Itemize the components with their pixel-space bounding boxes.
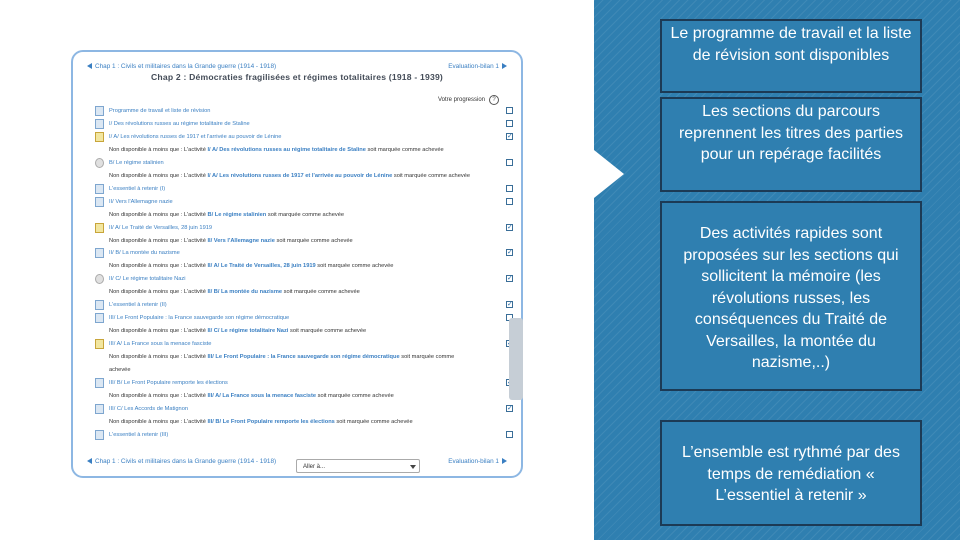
activity-item[interactable] [95,222,505,234]
completion-checkbox[interactable] [506,120,513,127]
page-icon [95,313,104,323]
condition-suffix: soit marquée comme achevée [274,237,353,244]
completion-checkbox[interactable] [506,301,513,308]
activity-link[interactable]: I/ Des révolutions russes au régime totalitaire de Staline [109,120,250,127]
side-decoration [509,318,523,400]
note-box-1: Le programme de travail et la liste de révision sont disponibles [660,19,922,93]
condition-suffix: soit marquée comme achevée [282,289,360,296]
quiz-icon [95,339,104,349]
arrow-left-icon [87,458,92,464]
condition-prefix: Non disponible à moins que : L'activité [109,237,208,244]
condition-suffix: soit marquée comme achevée [315,263,394,270]
page-icon [95,378,104,388]
help-icon[interactable]: ? [489,95,499,105]
condition-prefix: Non disponible à moins que : L'activité [109,328,208,335]
activity-item[interactable] [95,183,505,195]
note-box-3: Des activités rapides sont proposées sur les sections qui sollicitent la mémoire (les révolutions russes, les conséquences du Traité de Versailles, la montée du nazisme,..) [660,201,922,391]
lesson-icon [95,274,104,284]
condition-prefix: Non disponible à moins que : L'activité [109,172,208,179]
activity-link[interactable]: III/ A/ La France sous la menace fasciste [109,341,212,348]
completion-checkbox[interactable] [506,224,513,231]
arrow-right-icon [502,458,507,464]
activity-item[interactable] [95,273,505,285]
quiz-icon [95,223,104,233]
condition-suffix: soit marquée comme [399,354,455,361]
availability-condition [95,144,505,156]
condition-prefix: Non disponible à moins que : L'activité [109,211,208,218]
chevron-down-icon [410,465,416,469]
condition-suffix: soit marquée comme achevée [334,418,413,425]
required-activity: B/ Le régime stalinien [207,211,267,218]
completion-checkbox[interactable] [506,249,513,256]
condition-suffix: soit marquée comme achevée [316,392,394,399]
condition-suffix: soit marquée comme achevée [266,211,345,218]
activity-item[interactable] [95,312,505,324]
page-icon [95,119,104,129]
condition-suffix: soit marquée comme achevée [288,328,367,335]
activity-item[interactable] [95,105,505,117]
condition-continuation [95,364,505,376]
availability-condition [95,170,505,182]
required-activity: III/ Le Front Populaire : la France sauvegarde son régime démocratique [207,354,400,361]
condition-prefix: Non disponible à moins que : L'activité [109,418,208,425]
completion-checkbox[interactable] [506,133,513,140]
arrow-right-icon [502,63,507,69]
condition-prefix: Non disponible à moins que : L'activité [109,289,208,296]
arrow-left-icon [87,63,92,69]
required-activity: I/ A/ Des révolutions russes au régime totalitaire de Staline [207,146,366,153]
completion-checkbox[interactable] [506,198,513,205]
activity-item[interactable] [95,299,505,311]
required-activity: III/ B/ Le Front Populaire remporte les élections [207,418,335,425]
activity-item[interactable] [95,429,505,441]
availability-condition [95,209,505,221]
availability-condition [95,286,505,298]
availability-condition [95,235,505,247]
activity-link[interactable]: B/ Le régime stalinien [109,159,164,166]
page-icon [95,184,104,194]
condition-prefix: Non disponible à moins que : L'activité [109,263,208,270]
availability-condition [95,416,505,428]
completion-checkbox[interactable] [506,275,513,282]
availability-condition [95,390,505,402]
lesson-icon [95,158,104,168]
jump-to-select[interactable]: Aller à... [296,459,420,473]
required-activity: II/ A/ Le Traité de Versailles, 28 juin 1919 [207,263,316,270]
required-activity: II/ Vers l'Allemagne nazie [207,237,275,244]
activity-link[interactable]: III/ Le Front Populaire : la France sauvegarde son régime démocratique [109,315,290,322]
activity-link[interactable]: Programme de travail et liste de révision [109,108,211,114]
page-icon [95,197,104,207]
page-icon [95,404,104,414]
required-activity: II/ B/ La montée du nazisme [207,289,283,296]
note-box-2: Les sections du parcours reprennent les titres des parties pour un repérage facilités [660,97,922,192]
activity-item[interactable] [95,196,505,208]
page-icon [95,430,104,440]
activity-link[interactable]: II/ C/ Le régime totalitaire Nazi [109,276,186,283]
completion-checkbox[interactable] [506,159,513,166]
quiz-icon [95,132,104,142]
availability-condition [95,325,505,337]
page-icon [95,300,104,310]
required-activity: III/ A/ La France sous la menace fasciste [207,392,317,399]
activity-item[interactable] [95,403,505,415]
chapter-title: Chap 2 : Démocraties fragilisées et régimes totalitaires (1918 - 1939) [151,72,443,82]
activity-link[interactable]: II/ A/ Le Traité de Versailles, 28 juin 1919 [109,224,213,231]
prev-chapter-link[interactable]: Chap 1 : Civils et militaires dans la Grande guerre (1914 - 1918) [87,63,276,70]
condition-text: achevée [109,367,131,373]
activity-link[interactable]: L'essentiel à retenir (II) [109,302,167,309]
activity-link[interactable]: III/ C/ Les Accords de Matignon [109,405,189,412]
required-activity: II/ C/ Le régime totalitaire Nazi [207,328,289,335]
completion-checkbox[interactable] [506,431,513,438]
condition-prefix: Non disponible à moins que : L'activité [109,146,208,153]
availability-condition [95,260,505,272]
course-screenshot [71,50,523,478]
availability-condition [95,351,505,363]
next-activity-link[interactable]: Evaluation-bilan 1 [448,63,507,70]
completion-checkbox[interactable] [506,185,513,192]
page-icon [95,106,104,116]
activity-item[interactable] [95,338,505,350]
pointer-arrow [594,150,624,198]
activity-link[interactable]: II/ Vers l'Allemagne nazie [109,198,173,205]
completion-checkbox[interactable] [506,405,513,412]
activity-item[interactable] [95,377,505,389]
condition-prefix: Non disponible à moins que : L'activité [109,354,208,361]
activity-link[interactable]: I/ A/ Les révolutions russes de 1917 et l'arrivée au pouvoir de Lénine [109,133,282,140]
next-activity-link-bottom[interactable]: Evaluation-bilan 1 [448,458,507,465]
completion-checkbox[interactable] [506,107,513,114]
condition-prefix: Non disponible à moins que : L'activité [109,392,208,399]
condition-suffix: soit marquée comme achevée [392,172,471,179]
condition-suffix: soit marquée comme achevée [365,146,444,153]
activity-link[interactable]: L'essentiel à retenir (I) [109,185,166,192]
activity-item[interactable] [95,247,505,259]
activity-item[interactable] [95,131,505,143]
prev-chapter-link-bottom[interactable]: Chap 1 : Civils et militaires dans la Grande guerre (1914 - 1918) [87,458,276,465]
activity-link[interactable]: III/ B/ Le Front Populaire remporte les élections [109,379,228,386]
progress-label: Votre progression [437,97,485,103]
page-icon [95,248,104,258]
activity-item[interactable] [95,118,505,130]
activity-link[interactable]: L'essentiel à retenir (III) [109,431,169,438]
required-activity: I/ A/ Les révolutions russes de 1917 et l'arrivée au pouvoir de Lénine [207,172,393,179]
activity-link[interactable]: II/ B/ La montée du nazisme [109,250,180,257]
note-box-4: L’ensemble est rythmé par des temps de remédiation « L’essentiel à retenir » [660,420,922,526]
activity-item[interactable] [95,157,505,169]
